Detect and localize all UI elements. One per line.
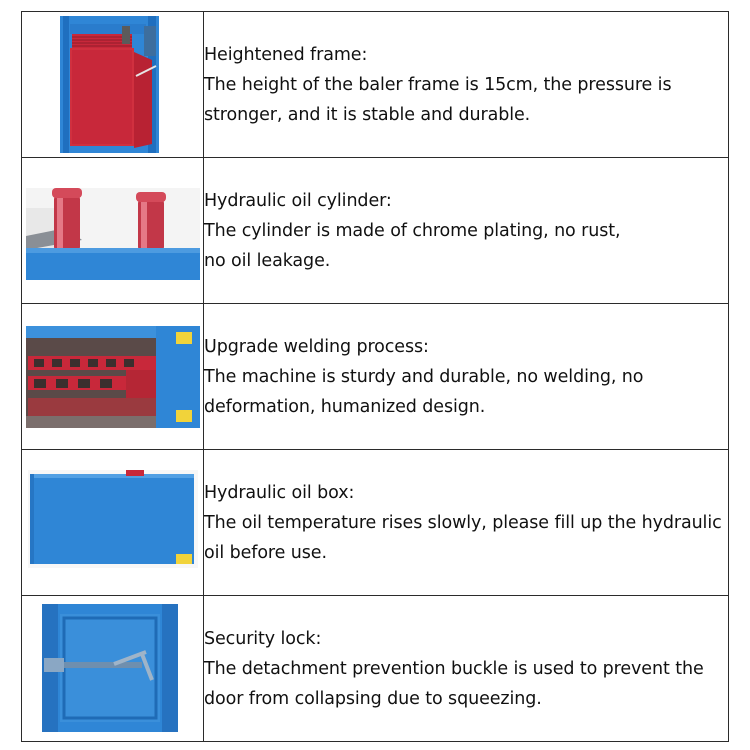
feature-description-line: The detachment prevention buckle is used to prevent the: [204, 658, 704, 679]
text-cell: [204, 596, 729, 742]
feature-description-line: door from collapsing due to squeezing.: [204, 688, 542, 709]
text-cell: [204, 12, 729, 158]
feature-title: Hydraulic oil box:: [204, 482, 355, 503]
security-lock-photo: [42, 604, 178, 732]
text-cell: [204, 450, 729, 596]
table-row: [22, 12, 729, 158]
table-row: [22, 596, 729, 742]
feature-title: Upgrade welding process:: [204, 336, 429, 357]
feature-table: [21, 11, 729, 742]
image-cell: [22, 158, 204, 304]
feature-description-line: oil before use.: [204, 542, 327, 563]
feature-description-line: The cylinder is made of chrome plating, no rust,: [204, 220, 621, 241]
feature-description-line: deformation, humanized design.: [204, 396, 486, 417]
feature-description-line: stronger, and it is stable and durable.: [204, 104, 531, 125]
text-cell: [204, 304, 729, 450]
feature-title: Security lock:: [204, 628, 322, 649]
welded-frame-photo: [26, 326, 200, 428]
image-cell: [22, 304, 204, 450]
table-row: [22, 450, 729, 596]
image-cell: [22, 596, 204, 742]
feature-description-line: The machine is sturdy and durable, no welding, no: [204, 366, 644, 387]
image-cell: [22, 450, 204, 596]
feature-title: Heightened frame:: [204, 44, 368, 65]
baler-frame-photo: [60, 16, 159, 153]
feature-description-line: no oil leakage.: [204, 250, 331, 271]
feature-title: Hydraulic oil cylinder:: [204, 190, 392, 211]
hydraulic-cylinders-photo: [26, 188, 200, 280]
table-row: [22, 304, 729, 450]
oil-box-photo: [28, 470, 198, 568]
table-row: [22, 158, 729, 304]
feature-description-line: The height of the baler frame is 15cm, the pressure is: [204, 74, 672, 95]
text-cell: [204, 158, 729, 304]
image-cell: [22, 12, 204, 158]
feature-description-line: The oil temperature rises slowly, please fill up the hydraulic: [204, 512, 722, 533]
